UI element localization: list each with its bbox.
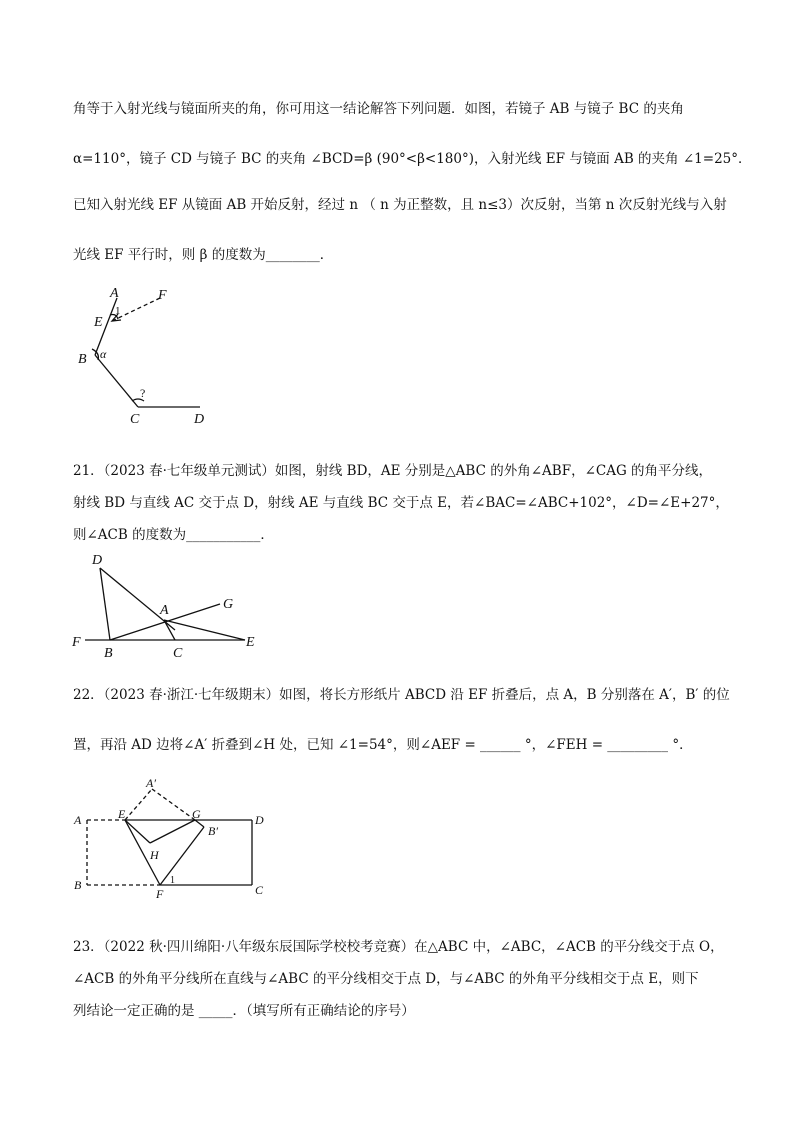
label-c: C (255, 883, 264, 897)
q22-figure (70, 775, 280, 900)
label-f: F (158, 288, 167, 303)
q22-line-2: 置，再沿 AD 边将∠A′ 折叠到∠H 处，已知 ∠1=54°，则∠AEF = ______ °，∠FEH = _________ °． (73, 737, 693, 753)
label-e: E (246, 635, 255, 650)
label-d: D (255, 813, 264, 827)
q23-line-3: 列结论一定正确的是 _____．（填写所有正确结论的序号） (73, 1003, 415, 1019)
label-g: G (223, 597, 234, 612)
segment-g-b-prime (195, 820, 204, 827)
ray-bd (100, 568, 110, 640)
q20-line-1: 角等于入射光线与镜面所夹的角，你可用这一结论解答下列问题．如图，若镜子 AB 与镜子 BC 的夹角 (73, 101, 684, 117)
q21-line-2: 射线 BD 与直线 AC 交于点 D，射线 AE 与直线 BC 交于点 E，若∠BAC=∠ABC+102°，∠D=∠E+27°， (73, 495, 729, 511)
label-e: E (118, 807, 126, 821)
mirror-bc (95, 355, 138, 407)
label-b: B (104, 646, 113, 661)
label-c: C (130, 412, 140, 425)
segment-hg (150, 820, 195, 843)
q20-line-4: 光线 EF 平行时，则 β 的度数为________． (73, 247, 334, 263)
q21-line-1: 21．（2023 春·七年级单元测试）如图，射线 BD，AE 分别是△ABC 的外角∠ABF，∠CAG 的角平分线， (73, 463, 713, 479)
q21-line-3: 则∠ACB 的度数为___________． (73, 527, 274, 543)
label-d: D (92, 553, 103, 568)
label-d: D (194, 412, 205, 425)
label-b: B (78, 352, 87, 367)
ray-ae (164, 620, 245, 640)
label-c: C (173, 646, 183, 661)
label-a: A (160, 603, 169, 618)
label-alpha: α (100, 347, 107, 361)
label-1: 1 (170, 875, 175, 886)
segment-a-prime-g (152, 789, 195, 820)
label-h: H (150, 848, 159, 862)
label-b: B (74, 878, 82, 892)
q20-line-2: α=110°，镜子 CD 与镜子 BC 的夹角 ∠BCD=β (90°<β<180°)，入射光线 EF 与镜面 AB 的夹角 ∠1=25°． (73, 151, 752, 167)
q20-line-3: 已知入射光线 EF 从镜面 AB 开始反射，经过 n （ n 为正整数，且 n≤3）次反射，当第 n 次反射光线与入射 (73, 197, 727, 213)
label-a: A (74, 813, 82, 827)
label-b-prime: B′ (208, 824, 218, 838)
q21-figure (70, 550, 270, 665)
q22-line-1: 22．（2023 春·浙江·七年级期末）如图，将长方形纸片 ABCD 沿 EF 折叠后，点 A，B 分别落在 A′，B′ 的位 (73, 687, 730, 703)
label-a-prime: A′ (146, 776, 156, 790)
label-f: F (156, 887, 164, 900)
label-e: E (94, 315, 103, 330)
label-a: A (110, 286, 119, 301)
q23-line-2: ∠ACB 的外角平分线所在直线与∠ABC 的平分线相交于点 D，与∠ABC 的外角平分线相交于点 E，则下 (73, 971, 699, 987)
label-question: ? (140, 386, 146, 400)
label-f: F (72, 635, 81, 650)
segment-ea-prime (125, 789, 152, 820)
label-g: G (192, 807, 201, 821)
q23-line-1: 23．（2022 秋·四川绵阳·八年级东辰国际学校校考竞赛）在△ABC 中，∠ABC，∠ACB 的平分线交于点 O， (73, 939, 724, 955)
q20-figure (70, 285, 230, 425)
label-1: 1 (115, 305, 121, 317)
segment-eh (125, 820, 150, 843)
segment-fb-prime (160, 827, 204, 885)
segment-ac (164, 620, 175, 640)
